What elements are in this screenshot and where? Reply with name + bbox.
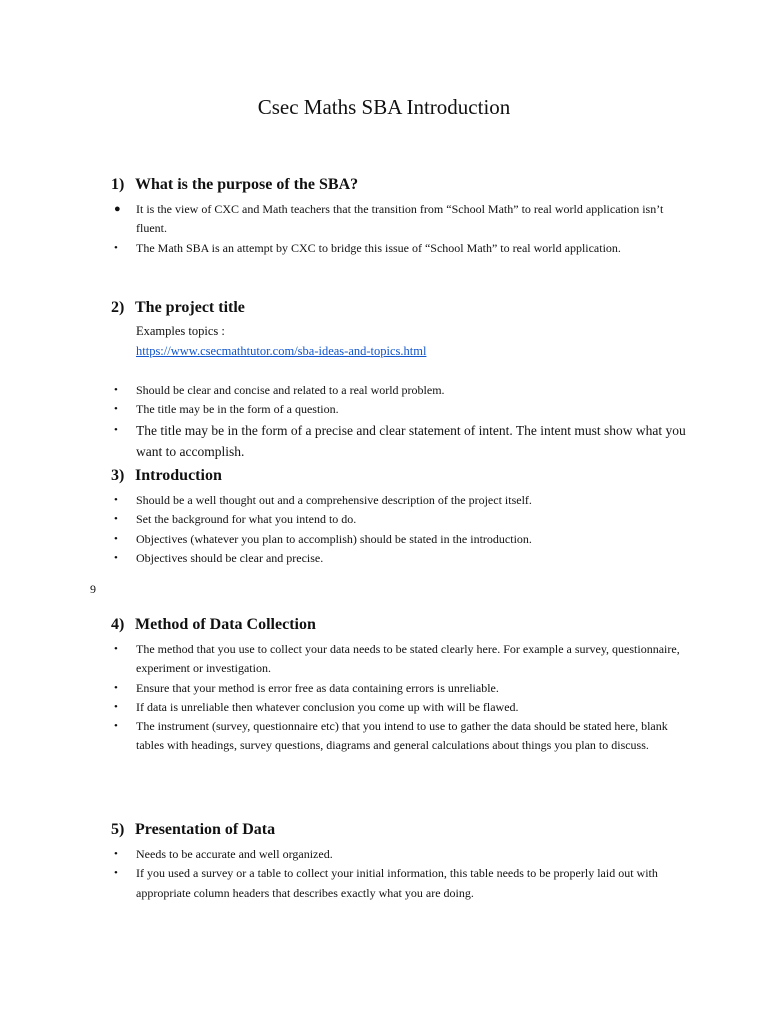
bullet-icon: •	[114, 867, 118, 880]
bullet-icon: •	[114, 532, 118, 545]
bullet-icon: •	[114, 551, 118, 564]
list-item: • Objectives (whatever you plan to accomplish) should be stated in the introduction.	[111, 530, 691, 549]
bullet-icon: •	[114, 643, 118, 655]
section-title: Presentation of Data	[135, 821, 276, 838]
bullet-icon: •	[114, 848, 118, 860]
list-item: • If data is unreliable then whatever conclusion you come up with will be flawed.	[111, 698, 691, 717]
section-presentation	[111, 819, 691, 903]
bullet-icon: •	[114, 384, 118, 396]
section-purpose	[111, 174, 691, 258]
bullet-list	[111, 200, 691, 258]
list-item: • The method that you use to collect your data needs to be stated clearly here. For example a survey, questionnaire, experiment or investigation.	[114, 642, 680, 676]
bullet-icon: •	[114, 681, 118, 694]
list-item: • Objectives should be clear and precise.	[111, 549, 691, 568]
section-data-collection	[111, 614, 691, 756]
list-item: • The instrument (survey, questionnaire etc) that you intend to use to gather the data should be stated here, blank tables with headings, survey questions, diagrams and general calculations about things you plan to discuss.	[114, 719, 668, 753]
section-title: What is the purpose of the SBA?	[135, 176, 359, 193]
list-item: • Should be a well thought out and a comprehensive description of the project itself.	[111, 491, 691, 510]
examples-label: Examples topics :	[136, 324, 225, 338]
bullet-icon: ●	[114, 203, 121, 215]
list-item: ● It is the view of CXC and Math teachers that the transition from “School Math” to real world application isn’t fluent.	[114, 202, 664, 236]
examples-link[interactable]: https://www.csecmathtutor.com/sba-ideas-and-topics.html	[136, 344, 427, 358]
section-number: 3)	[111, 467, 125, 484]
list-item: • If you used a survey or a table to collect your initial information, this table needs to be properly laid out with appropriate column headers that describes exactly what you are doing.	[114, 866, 658, 900]
section-heading	[111, 819, 691, 841]
page-title: Csec Maths SBA Introduction	[257, 95, 511, 119]
stray-mark: 9	[90, 582, 96, 596]
list-item: • The title may be in the form of a precise and clear statement of intent. The intent must show what you want to accomplish.	[111, 420, 691, 462]
section-introduction	[111, 465, 691, 568]
bullet-icon: •	[114, 700, 118, 713]
list-item: • The title may be in the form of a question.	[111, 400, 691, 419]
list-item: • Needs to be accurate and well organized.	[111, 845, 691, 864]
bullet-list	[111, 381, 691, 462]
list-item: • Should be clear and concise and related to a real world problem.	[111, 381, 691, 400]
section-number: 4)	[111, 616, 125, 633]
section-number: 5)	[111, 821, 125, 838]
section-title: Method of Data Collection	[135, 616, 316, 633]
section-heading	[111, 614, 691, 636]
bullet-icon: •	[114, 403, 118, 416]
bullet-list	[111, 640, 691, 756]
list-item: • Ensure that your method is error free as data containing errors is unreliable.	[111, 679, 691, 698]
section-heading	[111, 465, 691, 487]
bullet-icon: •	[114, 720, 118, 733]
bullet-icon: •	[114, 494, 118, 506]
section-number: 2)	[111, 299, 125, 316]
section-title: Introduction	[135, 467, 222, 484]
section-heading	[111, 297, 691, 319]
bullet-list	[111, 491, 691, 568]
bullet-icon: •	[114, 241, 118, 254]
section-number: 1)	[111, 176, 125, 193]
list-item: • The Math SBA is an attempt by CXC to bridge this issue of “School Math” to real world application.	[111, 239, 691, 258]
bullet-icon: •	[114, 423, 118, 436]
section-title: The project title	[135, 299, 245, 316]
bullet-list	[111, 845, 691, 903]
list-item: • Set the background for what you intend to do.	[111, 510, 691, 529]
bullet-icon: •	[114, 513, 118, 526]
section-project-title	[111, 297, 691, 462]
section-heading	[111, 174, 691, 196]
